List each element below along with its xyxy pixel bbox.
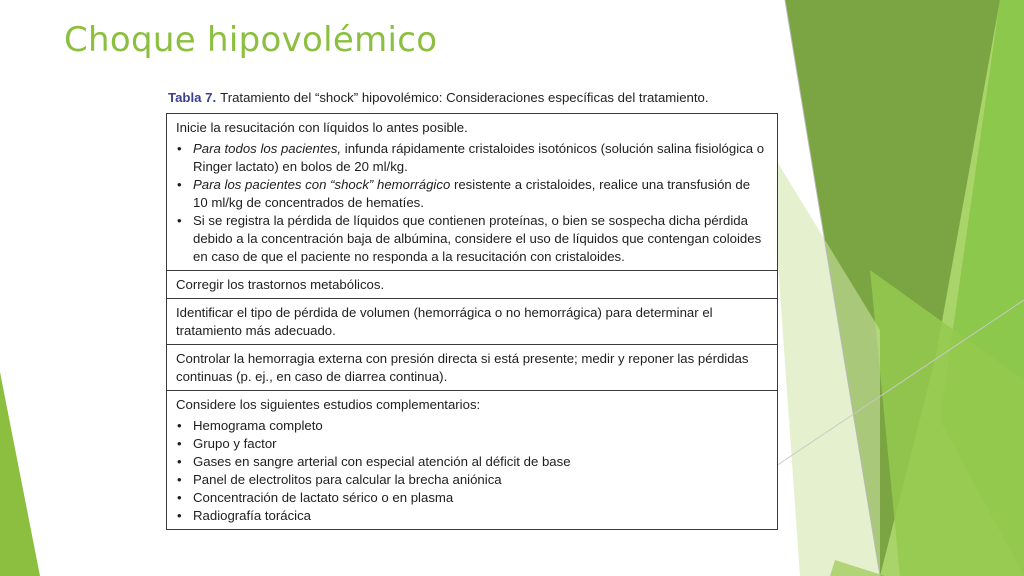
row-heading: Considere los siguientes estudios complementarios: — [176, 397, 481, 412]
table-row-resuscitation — [167, 114, 777, 271]
list-item-text: Si se registra la pérdida de líquidos que contienen proteínas, o bien se sospecha dicha pérdida debido a la concentración baja de albúmina, considere el uso de líquidos que contengan coloides en caso de que el paciente no responda a la resucitación con cristaloides. — [193, 213, 762, 264]
treatment-table — [166, 113, 778, 530]
left-corner-triangle — [0, 372, 40, 576]
table-caption — [168, 90, 709, 105]
list-item: • Concentración de lactato sérico o en plasma — [176, 489, 768, 507]
table-caption-label: Tabla 7. — [168, 90, 217, 105]
bullet-list — [176, 140, 768, 266]
table-row-metabolic — [167, 271, 777, 299]
table-row-studies — [167, 391, 777, 530]
row-heading: Identificar el tipo de pérdida de volumen (hemorrágica o no hemorrágica) para determinar el tratamiento más adecuado. — [176, 305, 713, 338]
list-item-emphasis: Para los pacientes con “shock” hemorrágico — [193, 177, 451, 192]
list-item — [176, 176, 768, 212]
list-item: • Hemograma completo — [176, 417, 768, 435]
list-item-text: infunda rápidamente cristaloides isotónicos (solución salina fisiológica o Ringer lactato) en bolos de 20 ml/kg. — [193, 141, 765, 174]
slide-title: Choque hipovolémico — [64, 20, 438, 60]
list-item: • Panel de electrolitos para calcular la brecha aniónica — [176, 471, 768, 489]
bullet-list — [176, 417, 768, 525]
row-heading: Corregir los trastornos metabólicos. — [176, 277, 385, 292]
list-item-emphasis: Para todos los pacientes, — [193, 141, 342, 156]
list-item — [176, 140, 768, 176]
list-item: • Gases en sangre arterial con especial atención al déficit de base — [176, 453, 768, 471]
row-heading: Controlar la hemorragia externa con presión directa si está presente; medir y reponer las pérdidas continuas (p. ej., en caso de diarrea continua). — [176, 351, 749, 384]
table-caption-text: Tratamiento del “shock” hipovolémico: Consideraciones específicas del tratamiento. — [220, 90, 709, 105]
list-item-text: resistente a cristaloides, realice una transfusión de 10 ml/kg de concentrados de hematíes. — [193, 177, 751, 210]
table-row-volume-loss — [167, 299, 777, 345]
table-row-hemorrhage — [167, 345, 777, 391]
list-item: • Radiografía torácica — [176, 507, 768, 525]
list-item: • Grupo y factor — [176, 435, 768, 453]
list-item — [176, 212, 768, 266]
row-heading: Inicie la resucitación con líquidos lo antes posible. — [176, 120, 468, 135]
